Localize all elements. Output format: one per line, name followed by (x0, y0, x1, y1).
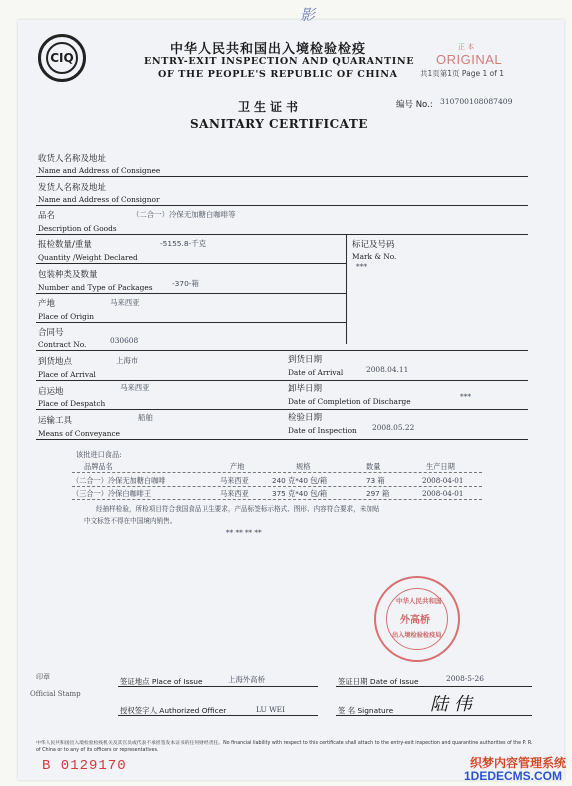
mark-value: *** (356, 262, 368, 271)
signature: 陆 伟 (430, 694, 472, 715)
ciq-logo (38, 34, 86, 82)
certificate-no-value: 310700108087409 (440, 97, 513, 106)
conveyance-label-en: Means of Conveyance (38, 429, 121, 438)
official-stamp-label-en: Official Stamp (30, 690, 81, 698)
divider (36, 380, 528, 381)
contract-label-cn: 合同号 (38, 328, 64, 338)
date-of-issue-label: 签证日期 Date of Issue (338, 677, 419, 686)
conclusion-line-1: 经抽样检验，所检项目符合我国食品卫生要求，产品标签标示格式、图形、内容符合要求，未加贴 (96, 505, 380, 513)
col-header-product: 品牌品名 (84, 462, 113, 471)
table-cell: 马来西亚 (220, 489, 249, 498)
place-of-issue-value: 上海外高桥 (228, 675, 265, 684)
col-header-date: 生产日期 (426, 462, 455, 471)
table-cell: 2008-04-01 (422, 489, 464, 498)
inspection-date-label-cn: 检验日期 (288, 413, 323, 423)
divider (36, 322, 346, 323)
arrival-date-label-cn: 到货日期 (288, 355, 323, 365)
goods-label-en: Description of Goods (38, 224, 117, 233)
despatch-value: 马来西亚 (120, 383, 150, 392)
official-stamp-label-cn: 印章 (36, 673, 50, 681)
liability-note-line-1: 中华人民共和国出入境检验检疫机关及其官员或代表不承担签发本证书的任何财经责任。No financial liability with respect to this certificate shall attach to the entry-exit inspection and quarantine (36, 741, 479, 746)
discharge-label-en: Date of Completion of Discharge (288, 397, 411, 406)
divider (36, 409, 528, 410)
results-intro: 该批进口食品: (76, 450, 122, 459)
original-cn-stamp: 正 本 (458, 43, 475, 51)
table-rule (72, 472, 482, 473)
table-cell: 375 克*40 包/箱 (272, 489, 328, 498)
quantity-label-en: Quantity /Weight Declared (38, 253, 138, 262)
page-info: 共1页第1页 Page 1 of 1 (420, 69, 505, 78)
inspection-date-value: 2008.05.22 (372, 423, 415, 432)
inspection-date-label-en: Date of Inspection (288, 426, 357, 435)
certificate-title-en: SANITARY CERTIFICATE (190, 117, 368, 131)
divider (36, 234, 528, 235)
contract-value: 030608 (110, 336, 139, 345)
divider (36, 176, 528, 177)
divider (336, 715, 532, 716)
origin-label-cn: 产地 (38, 299, 56, 309)
column-divider (346, 234, 347, 344)
packages-value: -370-箱 (172, 279, 199, 288)
agency-title-cn: 中华人民共和国出入境检验检疫 (170, 42, 367, 57)
arrival-value: 上海市 (116, 356, 139, 365)
place-of-issue-label: 签证地点 Place of Issue (120, 677, 203, 686)
arrival-date-value: 2008.04.11 (366, 365, 409, 374)
divider (118, 686, 318, 687)
ciq-logo-mark: CIQ (46, 42, 78, 74)
mark-label-en: Mark & No. (352, 252, 397, 261)
consignor-label-en: Name and Address of Consignor (38, 195, 160, 204)
table-cell: 297 箱 (366, 489, 390, 498)
discharge-value: *** (460, 392, 472, 401)
certificate-title-cn: 卫生证书 (238, 100, 303, 114)
table-cell: 2008-04-01 (422, 476, 464, 485)
table-cell: 马来西亚 (220, 476, 249, 485)
liability-note-line-2: authorities of the P. R. of China or to any of its officers or representatives. (36, 741, 533, 753)
end-mark: ** ** ** ** (226, 528, 262, 537)
col-header-quantity: 数量 (366, 462, 381, 471)
stamp-top-text: 中华人民共和国 (396, 597, 442, 605)
table-cell: 73 箱 (366, 476, 385, 485)
goods-label-cn: 品名 (38, 211, 56, 221)
contract-label-en: Contract No. (38, 340, 87, 349)
col-header-origin: 产地 (230, 462, 245, 471)
conveyance-label-cn: 运输工具 (38, 416, 73, 426)
table-rule (72, 486, 482, 487)
certificate-no-label: 编号 No.: (396, 100, 433, 110)
serial-number: B 0129170 (42, 758, 127, 774)
conclusion-line-2: 中文标签不得在中国境内销售。 (84, 517, 177, 525)
packages-label-en: Number and Type of Packages (38, 283, 153, 292)
consignor-label-cn: 发货人名称及地址 (38, 183, 107, 193)
authorized-officer-value: LU WEI (256, 705, 285, 714)
stamp-bottom-text: 出入境检验检疫局 (392, 632, 442, 639)
mark-label-cn: 标记及号码 (352, 240, 395, 250)
goods-value: （二合一）冷保无加糖白咖啡等 (132, 210, 236, 219)
original-stamp: ORIGINAL (436, 52, 503, 67)
divider (36, 205, 528, 206)
signature-label: 签 名 Signature (338, 706, 394, 715)
col-header-spec: 规格 (296, 462, 311, 471)
origin-value: 马来西亚 (110, 298, 140, 307)
packages-label-cn: 包装种类及数量 (38, 270, 98, 280)
divider (36, 293, 346, 294)
table-cell: （二合一）冷保无加糖白咖啡 (72, 476, 166, 485)
consignee-label-cn: 收货人名称及地址 (38, 154, 107, 164)
table-cell: （三合一）冷保白咖啡王 (72, 489, 152, 498)
official-stamp (374, 576, 460, 662)
divider (36, 350, 528, 351)
authorized-officer-label: 授权签字人 Authorized Officer (120, 706, 227, 715)
watermark-en: 1DEDECMS.COM (464, 769, 563, 783)
arrival-date-label-en: Date of Arrival (288, 368, 344, 377)
divider (36, 439, 528, 440)
quantity-value: -5155.8-千克 (160, 239, 206, 248)
watermark-cn: 织梦内容管理系统 (470, 756, 567, 770)
consignee-label-en: Name and Address of Consignee (38, 166, 161, 175)
origin-label-en: Place of Origin (38, 312, 94, 321)
divider (36, 263, 346, 264)
divider (118, 715, 318, 716)
liability-note (36, 740, 536, 754)
divider (336, 686, 532, 687)
stamp-name: 外高桥 (400, 615, 430, 626)
quantity-label-cn: 报检数量/重量 (38, 240, 92, 250)
despatch-label-en: Place of Despatch (38, 399, 106, 408)
arrival-label-cn: 到货地点 (38, 357, 73, 367)
table-cell: 240 克*40 包/箱 (272, 476, 328, 485)
discharge-label-cn: 卸毕日期 (288, 384, 323, 394)
arrival-label-en: Place of Arrival (38, 370, 96, 379)
agency-title-en-2: OF THE PEOPLE'S REPUBLIC OF CHINA (158, 69, 398, 80)
conveyance-value: 船舶 (138, 413, 153, 422)
despatch-label-cn: 启运地 (38, 387, 64, 397)
handwritten-note: 影 (300, 6, 316, 24)
date-of-issue-value: 2008-5-26 (446, 674, 484, 683)
agency-title-en-1: ENTRY-EXIT INSPECTION AND QUARANTINE (144, 56, 415, 67)
table-rule (72, 499, 482, 500)
